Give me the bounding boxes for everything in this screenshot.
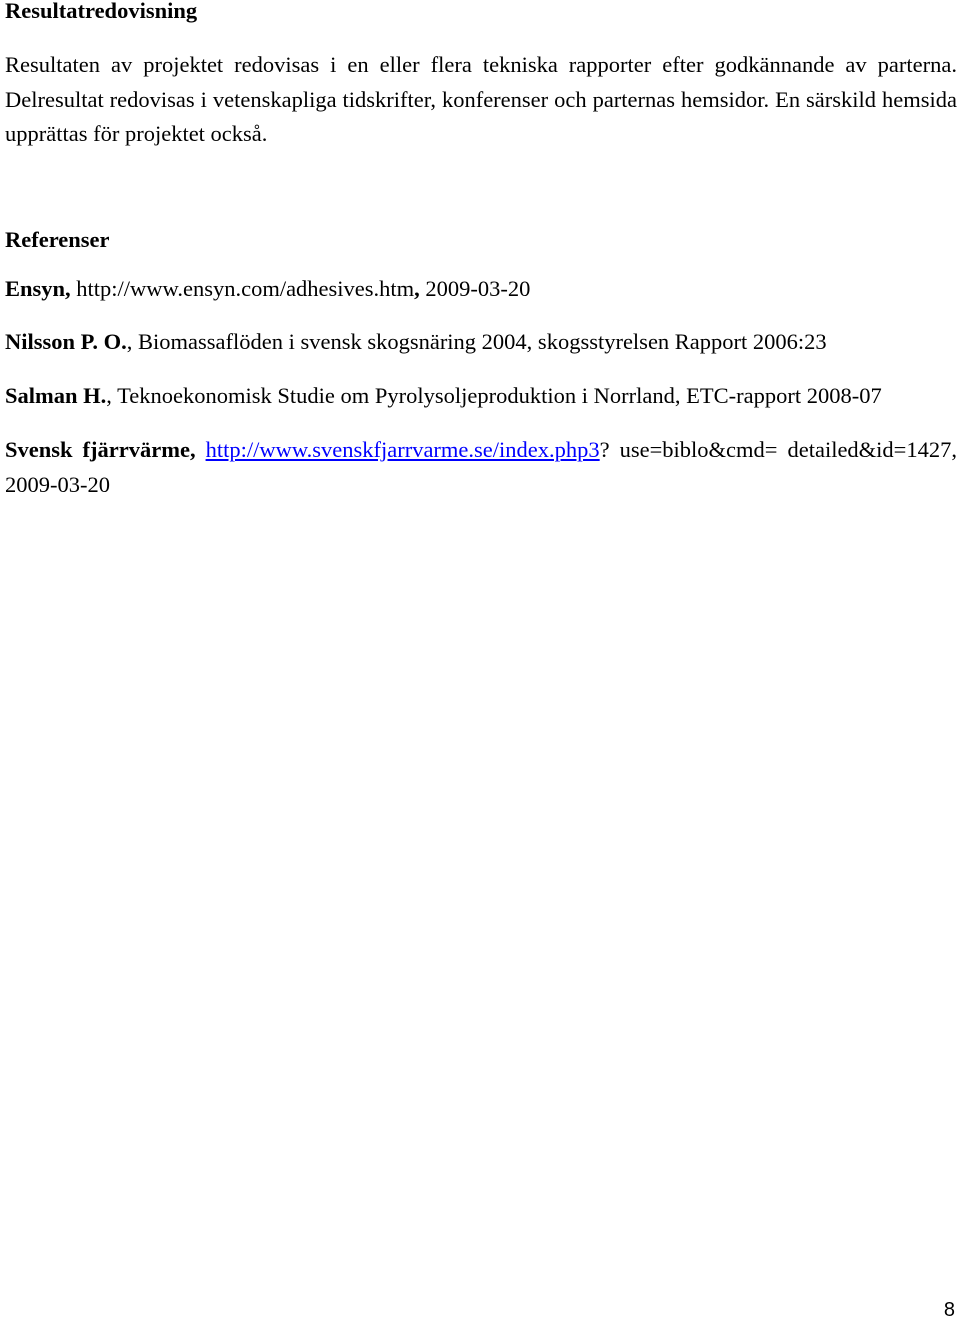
reference-text: , Biomassaflöden i svensk skogsnäring 2004, skogsstyrelsen Rapport 2006:23 <box>126 329 827 354</box>
reference-text: ? use=biblo&cmd= detailed&id=1427, 2009-03-20 <box>5 437 957 497</box>
section-heading-referenser: Referenser <box>5 226 110 252</box>
reference-item-svensk-fjarrvarme <box>5 433 957 502</box>
reference-author: Svensk fjärrvärme, <box>5 437 196 462</box>
reference-date: 2009-03-20 <box>419 275 531 301</box>
section-heading-resultatredovisning: Resultatredovisning <box>5 0 198 23</box>
reference-text: , Teknoekonomisk Studie om Pyrolysoljeproduktion i Norrland, ETC-rapport 2008-07 <box>106 382 882 408</box>
reference-author: Nilsson P. O. <box>5 329 127 354</box>
reference-spacer <box>196 437 206 462</box>
reference-text: http://www.ensyn.com/adhesives.htm <box>70 275 415 301</box>
reference-item-ensyn <box>5 272 957 307</box>
reference-author: Salman H. <box>5 382 107 408</box>
reference-link[interactable]: http://www.svenskfjarrvarme.se/index.php3 <box>205 437 600 462</box>
page-number: 8 <box>943 1299 955 1321</box>
reference-item-salman <box>5 379 957 414</box>
document-page <box>5 0 957 502</box>
result-paragraph: Resultaten av projektet redovisas i en eller flera tekniska rapporter efter godkännande av parterna. Delresultat redovisas i vetenskapliga tidskrifter, konferenser och parternas hemsidor. En särskild hemsida upprättas för projektet också. <box>5 52 957 146</box>
reference-punctuation: , <box>414 275 420 301</box>
reference-author: Ensyn, <box>5 275 71 301</box>
reference-item-nilsson <box>5 325 957 360</box>
